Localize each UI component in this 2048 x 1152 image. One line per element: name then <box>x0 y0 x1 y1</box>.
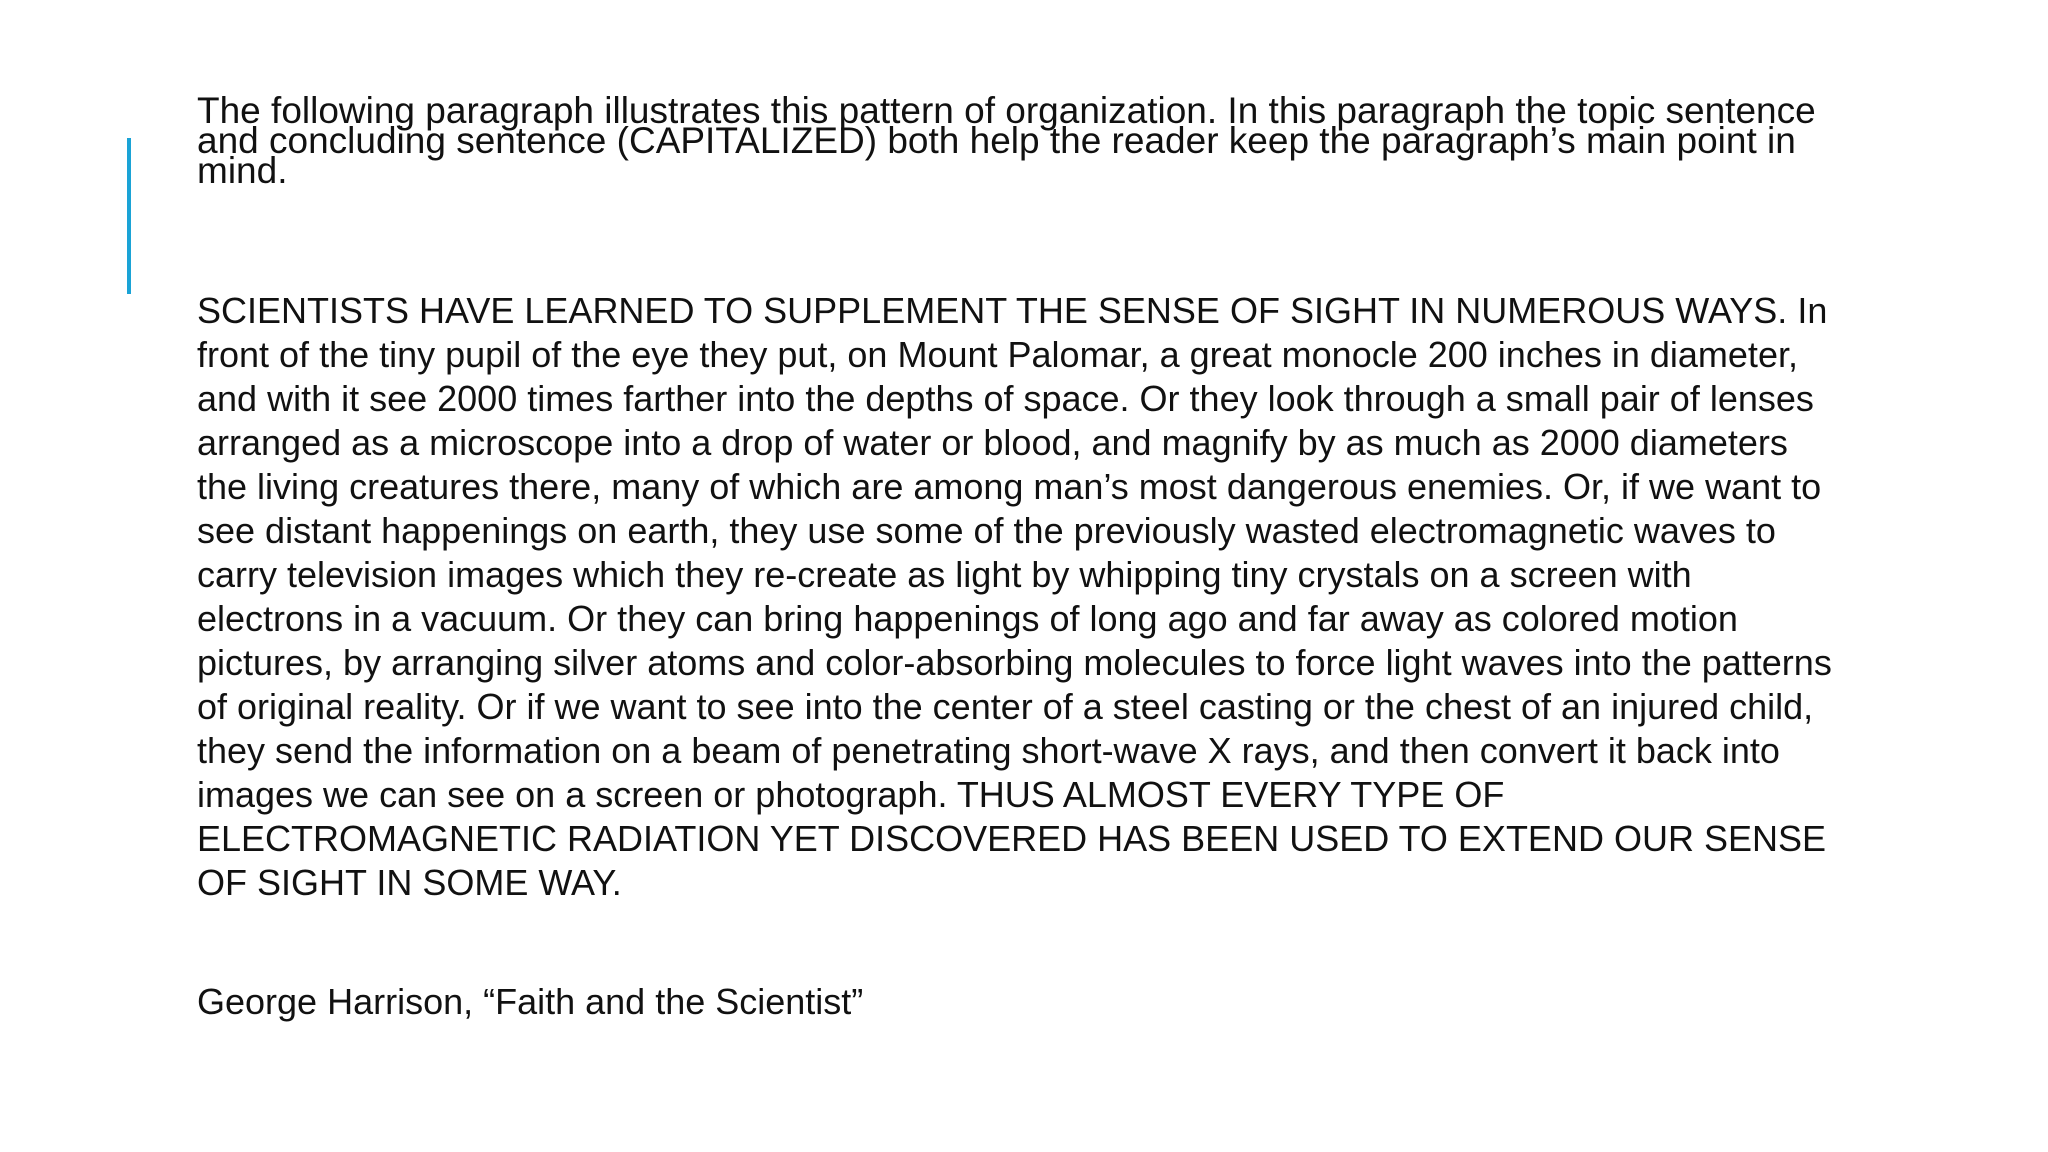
accent-bar <box>127 138 131 294</box>
citation: George Harrison, “Faith and the Scientist” <box>197 981 864 1022</box>
example-paragraph: SCIENTISTS HAVE LEARNED TO SUPPLEMENT THE SENSE OF SIGHT IN NUMEROUS WAYS. In front of the tiny pupil of the eye they put, on Mount Palomar, a great monocle 200 inches in diameter, and with it see 2000 times farther into the depths of space. Or they look through a small pair of lenses arranged as a microscope into a drop of water or blood, and magnify by as much as 2000 diameters the living creatures there, many of which are among man’s most dangerous enemies. Or, if we want to see distant happenings on earth, they use some of the previously wasted electromagnetic waves to carry television images which they re-create as light by whipping tiny crystals on a screen with electrons in a vacuum. Or they can bring happenings of long ago and far away as colored motion pictures, by arranging silver atoms and color-absorbing molecules to force light waves into the patterns of original reality. Or if we want to see into the center of a steel casting or the chest of an injured child, they send the information on a beam of penetrating short-wave X rays, and then convert it back into images we can see on a screen or photograph. THUS ALMOST EVERY TYPE OF ELECTROMAGNETIC RADIATION YET DISCOVERED HAS BEEN USED TO EXTEND OUR SENSE OF SIGHT IN SOME WAY. <box>197 290 1832 903</box>
intro-paragraph: The following paragraph illustrates this pattern of organization. In this paragraph the topic sentence and concluding sentence (CAPITALIZED) both help the reader keep the paragraph’s main point in mind. <box>197 90 1816 191</box>
